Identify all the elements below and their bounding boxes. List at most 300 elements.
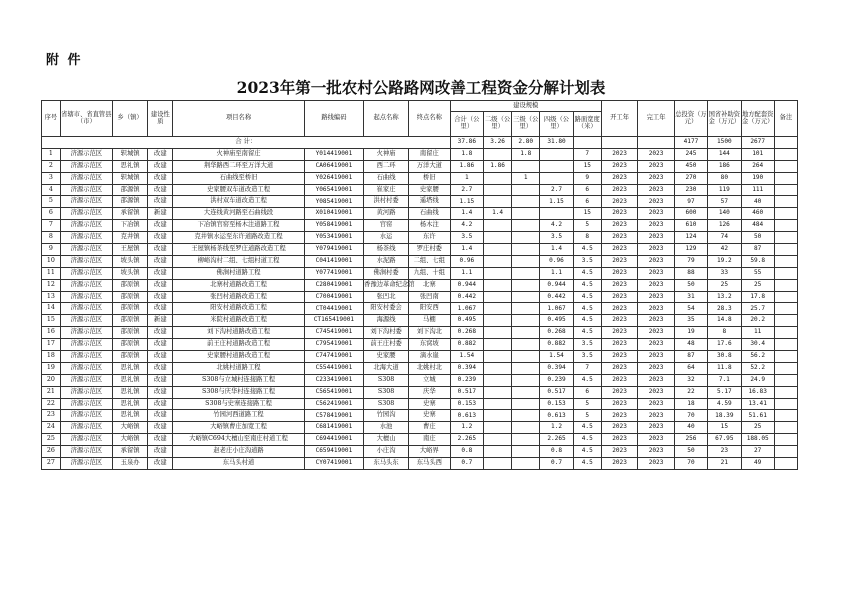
cell-start: 阳安村委会 [364,303,409,315]
cell-start: S308 [364,386,409,398]
cell-level4: 1.067 [540,303,573,315]
cell-start-year: 2023 [601,148,637,160]
cell-code: Y026419001 [304,172,363,184]
table-row [42,279,798,291]
cell-town: 邵原镇 [112,327,147,339]
cell-city: 济源示范区 [60,327,112,339]
cell-total-km: 1.86 [450,160,483,172]
cell-code: C280419001 [304,279,363,291]
cell-end: 东窝坡 [408,339,450,351]
cell-level2: 1.4 [484,208,512,220]
cell-width: 4.5 [573,315,601,327]
cell-width: 4.5 [573,327,601,339]
table-row [42,327,798,339]
cell-start: 前王庄村委 [364,339,409,351]
table-row [42,303,798,315]
cell-start-year: 2023 [601,398,637,410]
cell-level3 [512,220,540,232]
cell-level4: 0.882 [540,339,573,351]
cell-town: 邵原镇 [112,339,147,351]
cell-end: 阳安西 [408,303,450,315]
table-row [42,220,798,232]
cell-end-year: 2023 [638,160,674,172]
cell-project: 米院村道路改造工程 [173,315,304,327]
cell-town: 邵原镇 [112,279,147,291]
cell-total-km: 1.2 [450,422,483,434]
cell-end-year: 2023 [638,291,674,303]
cell-end-year: 2023 [638,267,674,279]
cell-seq: 8 [42,232,61,244]
cell-note [774,232,797,244]
cell-code: C554419001 [304,362,363,374]
cell-width: 15 [573,160,601,172]
cell-project: S308与史寨连接路工程 [173,398,304,410]
cell-start: 张凹北 [364,291,409,303]
cell-start: 史家腰 [364,351,409,363]
cell-city: 济源示范区 [60,232,112,244]
cell-level2 [484,255,512,267]
cell-start: 佛涧村委 [364,267,409,279]
cell-nature: 新建 [148,208,173,220]
cell-city: 济源示范区 [60,184,112,196]
cell-note [774,255,797,267]
total-invest: 4177 [674,137,707,149]
cell-start: 小庄沟 [364,446,409,458]
cell-nature: 改建 [148,291,173,303]
cell-width: 4.5 [573,291,601,303]
cell-city: 济源示范区 [60,172,112,184]
cell-width: 5 [573,410,601,422]
cell-total-km: 0.7 [450,458,483,470]
header-town: 乡（镇） [112,101,147,137]
cell-national: 14.8 [708,315,741,327]
cell-start-year: 2023 [601,160,637,172]
cell-local: 55 [741,267,774,279]
cell-level3 [512,232,540,244]
cell-level2 [484,291,512,303]
cell-national: 25 [708,279,741,291]
cell-end-year: 2023 [638,339,674,351]
cell-seq: 2 [42,160,61,172]
table-row [42,255,798,267]
cell-code: C578419001 [304,410,363,422]
cell-end-year: 2023 [638,220,674,232]
cell-end-year: 2023 [638,374,674,386]
cell-width: 4.5 [573,244,601,256]
cell-start-year: 2023 [601,196,637,208]
cell-end: 立城 [408,374,450,386]
cell-note [774,434,797,446]
cell-start-year: 2023 [601,327,637,339]
cell-national: 15 [708,422,741,434]
cell-end: 北姚村北 [408,362,450,374]
cell-level4: 0.517 [540,386,573,398]
header-level3: 三级（公里） [512,112,540,137]
cell-city: 济源示范区 [60,339,112,351]
cell-town: 思礼镇 [112,362,147,374]
total-national: 1500 [708,137,741,149]
cell-note [774,196,797,208]
cell-project: 洪村双车道改造工程 [173,196,304,208]
cell-level3 [512,458,540,470]
cell-end-year: 2023 [638,184,674,196]
cell-town: 邵源镇 [112,184,147,196]
cell-code: C745419001 [304,327,363,339]
table-row [42,244,798,256]
cell-town: 思礼镇 [112,410,147,422]
cell-nature: 改建 [148,303,173,315]
cell-code: C747419001 [304,351,363,363]
cell-end-year: 2023 [638,196,674,208]
cell-end-year: 2023 [638,327,674,339]
cell-start: 大檀山 [364,434,409,446]
cell-national: 7.1 [708,374,741,386]
header-city: 省辖市、省直管县（市） [60,101,112,137]
cell-level4: 1.54 [540,351,573,363]
cell-project: 竹园河西道路工程 [173,410,304,422]
cell-start: 北海大道 [364,362,409,374]
cell-town: 轵城镇 [112,148,147,160]
cell-local: 56.2 [741,351,774,363]
header-start-year: 开工年 [601,101,637,137]
cell-invest: 256 [674,434,707,446]
cell-level2 [484,315,512,327]
cell-national: 80 [708,172,741,184]
cell-seq: 26 [42,446,61,458]
cell-start: 崔家庄 [364,184,409,196]
cell-width: 4.5 [573,279,601,291]
cell-seq: 3 [42,172,61,184]
cell-invest: 40 [674,422,707,434]
cell-level2 [484,374,512,386]
cell-code: Y053419001 [304,232,363,244]
cell-national: 126 [708,220,741,232]
cell-end-year: 2023 [638,208,674,220]
cell-end-year: 2023 [638,398,674,410]
header-scale: 建设规模 [450,101,601,112]
cell-code: Y058419001 [304,220,363,232]
cell-level3 [512,184,540,196]
cell-seq: 12 [42,279,61,291]
total-level2: 3.26 [484,137,512,149]
cell-total-km: 0.8 [450,446,483,458]
cell-town: 思礼镇 [112,374,147,386]
cell-project: 荆华路西二环至万洋大道 [173,160,304,172]
cell-total-km: 1.8 [450,148,483,160]
cell-note [774,208,797,220]
cell-end: 东许 [408,232,450,244]
cell-nature: 改建 [148,196,173,208]
cell-town: 承留镇 [112,208,147,220]
cell-local: 30.4 [741,339,774,351]
cell-start-year: 2023 [601,362,637,374]
cell-end: 庆华 [408,386,450,398]
cell-code: C681419001 [304,422,363,434]
cell-end: 北寨 [408,279,450,291]
cell-local: 11 [741,327,774,339]
cell-width: 5 [573,398,601,410]
cell-nature: 改建 [148,339,173,351]
cell-start: 东马头东 [364,458,409,470]
cell-invest: 18 [674,398,707,410]
cell-code: C659419001 [304,446,363,458]
cell-city: 济源示范区 [60,422,112,434]
cell-level2 [484,339,512,351]
cell-end: 杨木注 [408,220,450,232]
cell-width: 4.5 [573,267,601,279]
cell-level3 [512,422,540,434]
cell-local: 25 [741,422,774,434]
cell-level3 [512,327,540,339]
cell-start: 洪村村委 [364,196,409,208]
cell-end: 东马头西 [408,458,450,470]
cell-local: 50 [741,232,774,244]
cell-project: 佛涧村道路工程 [173,267,304,279]
cell-town: 坡头镇 [112,267,147,279]
cell-end-year: 2023 [638,279,674,291]
cell-end: 万洋大道 [408,160,450,172]
cell-nature: 改建 [148,232,173,244]
cell-project: 大峪镇C694大檀山至南庄村道工程 [173,434,304,446]
cell-city: 济源示范区 [60,148,112,160]
cell-code: Y077419001 [304,267,363,279]
cell-total-km: 0.882 [450,339,483,351]
cell-note [774,160,797,172]
cell-end: 史寨 [408,410,450,422]
cell-nature: 改建 [148,160,173,172]
cell-level2 [484,422,512,434]
cell-end: 曹庄 [408,422,450,434]
cell-code: X010419001 [304,208,363,220]
cell-local: 17.8 [741,291,774,303]
cell-end: 史家腰 [408,184,450,196]
cell-start-year: 2023 [601,303,637,315]
cell-seq: 20 [42,374,61,386]
cell-nature: 改建 [148,446,173,458]
cell-invest: 19 [674,327,707,339]
cell-start: 刘下沟村委 [364,327,409,339]
table-row [42,446,798,458]
cell-level2 [484,410,512,422]
cell-level4: 4.2 [540,220,573,232]
cell-level4: 0.153 [540,398,573,410]
cell-code: CT04419001 [304,303,363,315]
cell-start: 水运 [364,232,409,244]
cell-end-year: 2023 [638,148,674,160]
cell-level4: 0.8 [540,446,573,458]
cell-start-year: 2023 [601,410,637,422]
cell-code: CA06419001 [304,160,363,172]
cell-city: 济源示范区 [60,446,112,458]
cell-project: 东马头村道 [173,458,304,470]
cell-end-year: 2023 [638,351,674,363]
cell-end: 马棚 [408,315,450,327]
cell-local: 25 [741,279,774,291]
cell-code: C694419001 [304,434,363,446]
cell-total-km: 0.239 [450,374,483,386]
cell-invest: 124 [674,232,707,244]
cell-start-year: 2023 [601,267,637,279]
cell-town: 轵城镇 [112,172,147,184]
cell-total-km: 0.268 [450,327,483,339]
cell-local: 40 [741,196,774,208]
table-row [42,374,798,386]
cell-end-year: 2023 [638,434,674,446]
cell-level3 [512,410,540,422]
cell-city: 济源示范区 [60,160,112,172]
cell-level2 [484,458,512,470]
cell-code: C795419001 [304,339,363,351]
cell-start: 海源线 [364,315,409,327]
cell-total-km: 2.7 [450,184,483,196]
cell-level3 [512,291,540,303]
cell-start-year: 2023 [601,386,637,398]
cell-total-km: 1.4 [450,208,483,220]
cell-start-year: 2023 [601,244,637,256]
cell-start: 水泥路 [364,255,409,267]
cell-note [774,148,797,160]
table-row [42,315,798,327]
cell-start-year: 2023 [601,220,637,232]
cell-total-km: 0.442 [450,291,483,303]
cell-start: S308 [364,398,409,410]
cell-invest: 97 [674,196,707,208]
cell-local: 484 [741,220,774,232]
cell-national: 28.3 [708,303,741,315]
header-level2: 二级（公里） [484,112,512,137]
cell-seq: 24 [42,422,61,434]
cell-total-km: 1.067 [450,303,483,315]
cell-total-km: 0.153 [450,398,483,410]
cell-local: 20.2 [741,315,774,327]
cell-level3 [512,279,540,291]
cell-project: 柳峪沟村二组、七组村道工程 [173,255,304,267]
cell-end-year: 2023 [638,458,674,470]
cell-end: 南庄 [408,434,450,446]
cell-nature: 改建 [148,327,173,339]
cell-note [774,244,797,256]
cell-level4: 3.5 [540,232,573,244]
cell-local: 16.83 [741,386,774,398]
table-row [42,458,798,470]
cell-width: 3.5 [573,351,601,363]
table-row [42,196,798,208]
cell-seq: 10 [42,255,61,267]
cell-city: 济源示范区 [60,374,112,386]
cell-end-year: 2023 [638,255,674,267]
cell-project: 北寨村道路改造工程 [173,279,304,291]
cell-town: 承留镇 [112,446,147,458]
cell-code: CY07419001 [304,458,363,470]
cell-national: 23 [708,446,741,458]
cell-national: 57 [708,196,741,208]
cell-invest: 70 [674,410,707,422]
cell-level4: 0.96 [540,255,573,267]
cell-start-year: 2023 [601,446,637,458]
cell-nature: 改建 [148,279,173,291]
cell-seq: 21 [42,386,61,398]
cell-invest: 230 [674,184,707,196]
cell-invest: 50 [674,446,707,458]
cell-start-year: 2023 [601,232,637,244]
cell-level2: 1.86 [484,160,512,172]
cell-start-year: 2023 [601,458,637,470]
total-level4: 31.80 [540,137,573,149]
cell-level3 [512,267,540,279]
cell-code: Y014419001 [304,148,363,160]
header-local: 地方配套资金（万元） [741,101,774,137]
cell-nature: 改建 [148,422,173,434]
cell-local: 111 [741,184,774,196]
cell-width: 6 [573,184,601,196]
cell-width: 4.5 [573,374,601,386]
cell-project: 下冶镇官窑至杨木注道路工程 [173,220,304,232]
cell-level4: 0.239 [540,374,573,386]
cell-level4: 1.4 [540,244,573,256]
cell-level2 [484,279,512,291]
cell-end: 罗庄村委 [408,244,450,256]
cell-total-km: 0.394 [450,362,483,374]
cell-start-year: 2023 [601,291,637,303]
cell-code: C700419001 [304,291,363,303]
cell-note [774,291,797,303]
cell-local: 59.8 [741,255,774,267]
cell-seq: 16 [42,327,61,339]
cell-total-km: 0.517 [450,386,483,398]
cell-national: 30.8 [708,351,741,363]
cell-level2 [484,267,512,279]
cell-level4: 1.1 [540,267,573,279]
cell-project: 大峪镇曹庄加宽工程 [173,422,304,434]
cell-local: 87 [741,244,774,256]
total-level3: 2.80 [512,137,540,149]
cell-invest: 87 [674,351,707,363]
cell-level4: 1.2 [540,422,573,434]
cell-start-year: 2023 [601,172,637,184]
cell-local: 52.2 [741,362,774,374]
cell-start-year: 2023 [601,339,637,351]
cell-start: 西二环 [364,160,409,172]
cell-national: 8 [708,327,741,339]
cell-level4: 0.442 [540,291,573,303]
cell-start-year: 2023 [601,279,637,291]
cell-level2 [484,172,512,184]
table-row [42,291,798,303]
cell-town: 邵原镇 [112,315,147,327]
cell-level2 [484,303,512,315]
cell-nature: 改建 [148,458,173,470]
cell-project: 北姚村道路工程 [173,362,304,374]
table-row [42,410,798,422]
cell-invest: 70 [674,458,707,470]
cell-local: 25.7 [741,303,774,315]
cell-national: 119 [708,184,741,196]
cell-seq: 15 [42,315,61,327]
cell-note [774,374,797,386]
cell-code: C565419001 [304,386,363,398]
cell-end: 南留庄 [408,148,450,160]
cell-width: 4.5 [573,422,601,434]
cell-level4: 0.944 [540,279,573,291]
cell-town: 邵源镇 [112,196,147,208]
cell-level4: 0.613 [540,410,573,422]
cell-invest: 50 [674,279,707,291]
cell-width: 8 [573,232,601,244]
cell-end-year: 2023 [638,410,674,422]
cell-local: 188.05 [741,434,774,446]
cell-code: C041419001 [304,255,363,267]
cell-nature: 改建 [148,255,173,267]
